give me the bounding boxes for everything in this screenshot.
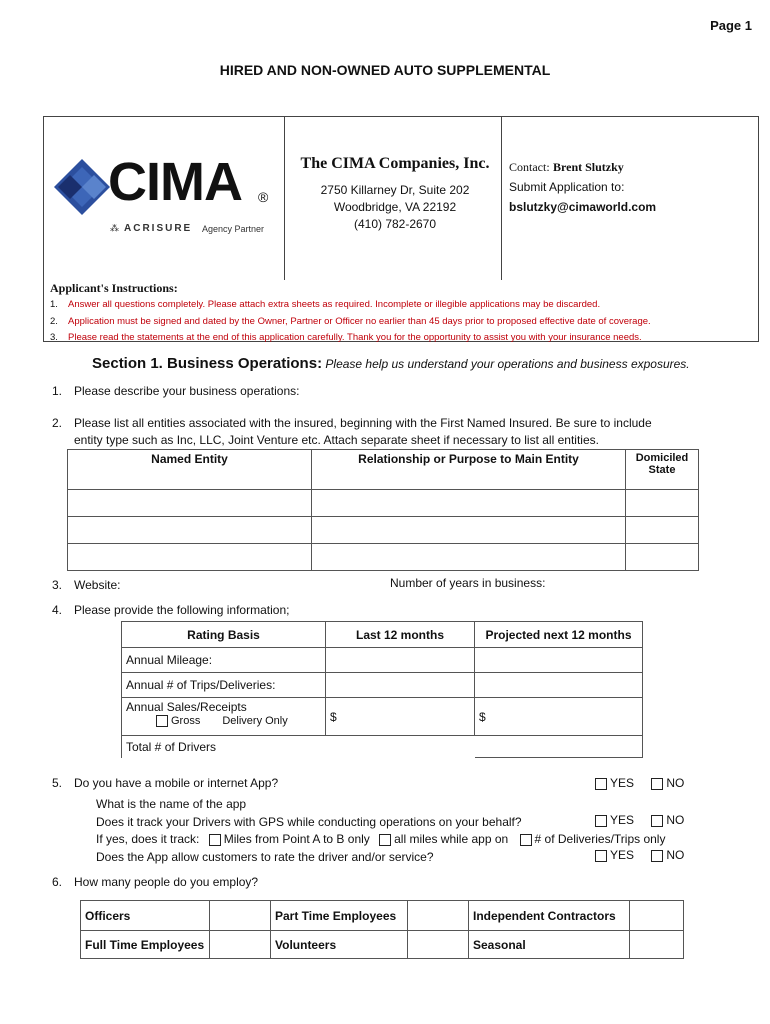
part-time-label: Part Time Employees bbox=[271, 901, 408, 931]
question-2: 2. Please list all entities associated with the insured, beginning with the First Named Insured. Be sure to include entity type such as Inc, LLC, Joint Venture etc. Attach separate sheet if necessary to list all entities. bbox=[52, 416, 652, 447]
table-row: Annual # of Trips/Deliveries: bbox=[122, 673, 643, 698]
rate-no-checkbox[interactable] bbox=[651, 850, 663, 862]
col-projected: Projected next 12 months bbox=[475, 622, 643, 648]
form-title: HIRED AND NON-OWNED AUTO SUPPLEMENTAL bbox=[219, 62, 551, 78]
gps-no-checkbox[interactable] bbox=[651, 815, 663, 827]
page-number: Page 1 bbox=[710, 18, 752, 33]
rating-question: Does the App allow customers to rate the driver and/or service? bbox=[96, 849, 434, 864]
volunteers-label: Volunteers bbox=[271, 931, 408, 959]
contact-label: Contact: bbox=[509, 160, 550, 174]
seasonal-input[interactable] bbox=[630, 931, 684, 959]
question-1: 1. Please describe your business operations: bbox=[52, 384, 300, 398]
address-line-2: Woodbridge, VA 22192 bbox=[333, 200, 457, 214]
company-name: The CIMA Companies, Inc. bbox=[300, 155, 490, 172]
part-time-input[interactable] bbox=[408, 901, 469, 931]
col-rating-basis: Rating Basis bbox=[122, 622, 326, 648]
rate-yes-checkbox[interactable] bbox=[595, 850, 607, 862]
table-row: Annual Mileage: bbox=[122, 648, 643, 673]
officers-label: Officers bbox=[81, 901, 210, 931]
table-row bbox=[68, 517, 699, 544]
years-in-business-label: Number of years in business: bbox=[390, 576, 546, 590]
registered-mark: ® bbox=[258, 189, 269, 205]
seasonal-label: Seasonal bbox=[469, 931, 630, 959]
table-row bbox=[68, 490, 699, 517]
app-no-checkbox[interactable] bbox=[651, 778, 663, 790]
question-5: 5. Do you have a mobile or internet App? bbox=[52, 776, 279, 790]
rating-table bbox=[121, 621, 643, 758]
table-row bbox=[68, 544, 699, 571]
cima-logo bbox=[52, 152, 277, 245]
gps-yes-no: YES NO bbox=[595, 813, 684, 827]
cima-mark-icon bbox=[52, 157, 112, 219]
miles-a-to-b-checkbox[interactable] bbox=[209, 834, 221, 846]
instruction-item: 2. Application must be signed and dated by the Owner, Partner or Officer no earlier than 45 days prior to proposed effective date of coverage. bbox=[50, 315, 651, 327]
gps-yes-checkbox[interactable] bbox=[595, 815, 607, 827]
question-4: 4. Please provide the following information; bbox=[52, 603, 290, 617]
table-row: Total # of Drivers bbox=[122, 736, 643, 758]
header-box bbox=[43, 116, 759, 342]
track-question: If yes, does it track: Miles from Point A to B only all miles while app on # of Deliveries/Trips only bbox=[96, 832, 666, 846]
section-subtitle: Please help us understand your operations and business exposures. bbox=[325, 357, 690, 371]
question-5-subitems bbox=[96, 796, 665, 866]
employees-table bbox=[80, 900, 684, 959]
logo-text: CIMA bbox=[108, 152, 242, 212]
col-relationship: Relationship or Purpose to Main Entity bbox=[312, 450, 626, 490]
deliveries-checkbox[interactable] bbox=[520, 834, 532, 846]
contractors-label: Independent Contractors bbox=[469, 901, 630, 931]
full-time-input[interactable] bbox=[210, 931, 271, 959]
app-yes-checkbox[interactable] bbox=[595, 778, 607, 790]
address-line-1: 2750 Killarney Dr, Suite 202 bbox=[320, 183, 470, 197]
section-heading bbox=[92, 355, 690, 372]
contact-email[interactable]: bslutzky@cimaworld.com bbox=[509, 200, 657, 214]
full-time-label: Full Time Employees bbox=[81, 931, 210, 959]
instruction-item: 1. Answer all questions completely. Please attach extra sheets as required. Incomplete or illegible applications may be discarded. bbox=[50, 299, 601, 310]
entities-table bbox=[67, 449, 699, 571]
question-3: 3. Website: bbox=[52, 578, 121, 592]
contact-block bbox=[509, 157, 656, 217]
app-name-question: What is the name of the app bbox=[96, 797, 247, 811]
section-title: Section 1. Business Operations: bbox=[92, 355, 323, 372]
table-row: Annual Sales/Receipts Gross Delivery Only $ $ bbox=[122, 698, 643, 736]
app-yes-no: YES NO bbox=[595, 776, 684, 790]
gross-checkbox[interactable] bbox=[156, 715, 168, 727]
col-domiciled-state: Domiciled State bbox=[626, 450, 699, 490]
all-miles-checkbox[interactable] bbox=[379, 834, 391, 846]
col-named-entity: Named Entity bbox=[68, 450, 312, 490]
officers-input[interactable] bbox=[210, 901, 271, 931]
agency-partner-text: Agency Partner bbox=[202, 224, 265, 234]
instruction-item: 3. Please read the statements at the end of this application carefully. Thank you for the opportunity to assist you with your insurance needs. bbox=[50, 332, 642, 343]
rate-yes-no: YES NO bbox=[595, 848, 684, 862]
contact-name: Brent Slutzky bbox=[553, 160, 624, 174]
instructions-list bbox=[50, 297, 754, 347]
col-last-12: Last 12 months bbox=[326, 622, 475, 648]
submit-label: Submit Application to: bbox=[509, 180, 625, 194]
company-address bbox=[290, 182, 500, 233]
instructions-heading: Applicant's Instructions: bbox=[50, 281, 178, 295]
volunteers-input[interactable] bbox=[408, 931, 469, 959]
gps-question: Does it track your Drivers with GPS while conducting operations on your behalf? bbox=[96, 814, 522, 829]
question-6: 6. How many people do you employ? bbox=[52, 875, 259, 889]
acrisure-mark-icon: ⁂ bbox=[110, 223, 119, 233]
phone-number: (410) 782-2670 bbox=[353, 217, 437, 231]
acrisure-text: ACRISURE bbox=[124, 223, 193, 234]
website-label: Website: bbox=[74, 578, 121, 592]
contractors-input[interactable] bbox=[630, 901, 684, 931]
